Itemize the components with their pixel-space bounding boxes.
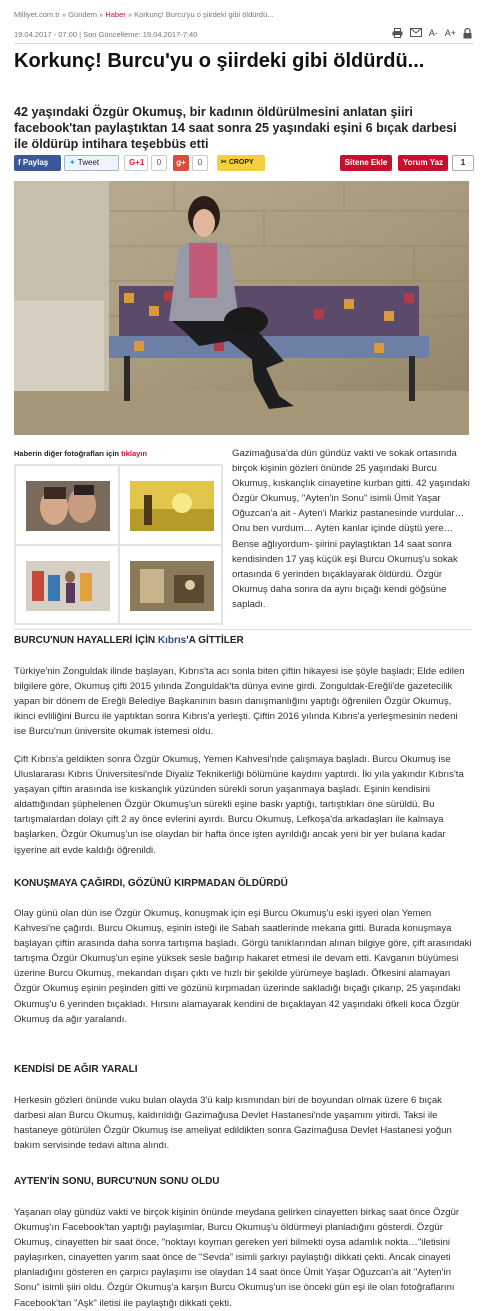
paragraph: Çift Kıbrıs'a geldikten sonra Özgür Okumuş, Yemen Kahvesi'nde çalışmaya başladı. Burcu Okumuş ise Uluslararası Kıbrıs Üniversitesi'nde Diyaliz Teknikerliği bölümüne kaydını yaptırdı. İki yıla yakındır Kıbrıs'ta yaşayan çiftin arasında ise kıskançlık yüzünden sürekli sorun yaşanmaya başladı. Eşinin kendisini aldattığından şüphelenen Özgür Okumuş'un sürekli eşine baskı yaptığı, tartıştıkları öne sürüldü. Bu tartışmalardan dolayı çift 2 ay önce evlerini ayırdı. Burcu Okumuş, Lefkoşa'da arkadaşları ile kalmaya başlarken, Özgür Okumuş'un ise olaydan bir hafta önce işten ayrıldığı ancak yeni bir yer bulana kadar işyerine ait evde kaldığı öğrenildi.: [14, 754, 464, 856]
section-heading-konusmaya: KONUŞMAYA ÇAĞIRDI, GÖZÜNÜ KIRPMADAN ÖLDÜRDÜ: [14, 878, 288, 889]
article-title: Korkunç! Burcu'yu o şiirdeki gibi öldürdü...: [14, 50, 425, 72]
write-comment-button[interactable]: Yorum Yaz: [398, 155, 448, 171]
cropy-button[interactable]: ✂ CROPY: [217, 155, 265, 171]
breadcrumb-site[interactable]: Milliyet.com.tr: [14, 10, 60, 19]
section-divider: [14, 629, 472, 630]
facebook-icon: f: [18, 158, 23, 167]
crop-icon: ✂: [221, 159, 229, 166]
breadcrumb-subsection[interactable]: Haber: [105, 10, 126, 19]
gallery-thumb-couple[interactable]: [15, 465, 119, 545]
lead-paragraph: Gazimağusa'da dün gündüz vakti ve sokak ortasında birçok kişinin gözleri önünde 25 yaşındaki Burcu Okumuş, kıskançlık cinayetine kurban gitti. 42 yaşındaki Özgür Okumuş, "Ayten'in Sonu" isimli Ümit Yaşar Oğuzcan'a ait - Ayten'i Markiz pastanesinde vurdular… Onu ben vurdum… Ayten kanlar içinde düştü yere… Bense ağlıyordum- şiirini paylaştıktan 14 saat sonra kendisinden 17 yaş küçük eşi Burcu Okumuş'u sokak ortasında 6 yerinden bıçaklayarak öldürdü. Özgür Okumuş daha sonra da aynı bıçağı kendi göğsüne sapladı.: [232, 448, 470, 610]
breadcrumb: Milliyet.com.tr » Gündem » Haber » Korkunç! Burcu'yu o şiirdeki gibi öldürdü...: [14, 10, 274, 19]
gallery-heading: Haberin diğer fotoğrafları için tıklayın: [14, 449, 147, 458]
paragraph: Yaşanan olay gündüz vakti ve birçok kişinin önünde meydana gelirken cinayetten birkaç saat önce Özgür Okumuş'ın Facebook'tan yaptığı paylaşımlar, Burcu Okumuş'u öldürmeyi planladığını gösterdi. Özgür Okumuş, cinayetten bir saat önce, "noktayı koyman gereken yeri bilmekti oysa adamlık nokta…"iletisini paylaşırken, cinayetten yarım saat önce de "Sevda" isimli şarkıyı paylaştığı dikkati çekti. Ancak cinayeti planladığını gösteren en çarpıcı paylaşımı ise olaydan 14 saat önce Ümit Yaşar Oğuzcan'a ait "Ayten'in Sonu" isimli şiiri oldu. Özgür Okumuş'a karşın Burcu Okumuş'un ise önceki gün eşi ile olan fotoğraflarını Facebook'tan "Aşk" iletisi ile paylaştığı dikkati çekti.: [14, 1207, 460, 1309]
breadcrumb-current: Korkunç! Burcu'yu o şiirdeki gibi öldürdü...: [134, 10, 274, 19]
print-icon[interactable]: [392, 28, 403, 41]
gplus-one-button[interactable]: G+1: [124, 155, 148, 171]
gallery-link[interactable]: tıklayın: [121, 449, 147, 458]
share-bar: [14, 155, 474, 173]
paragraph: Herkesin gözleri önünde vuku bulan olayda 3'ü kalp kısmından biri de boyundan olmak üzere 6 bıçak darbesi alan Burcu Okumuş, kaldırıldığı Gazimağusa Devlet Hastanesi'nde yaşamını yitirdi. Taksi ile hastaneye götürülen Özgür Okumuş ise ameliyat edildikten sonra Gazimağusa Devlet Hastanesi yoğun bakım servisinde tedavi altına alındı.: [14, 1095, 452, 1152]
article-tools: [392, 28, 472, 41]
gallery-thumb-street[interactable]: [15, 545, 119, 625]
gallery-thumbnails: [14, 464, 222, 624]
kibris-link[interactable]: Kıbrıs: [157, 635, 187, 646]
main-photo[interactable]: [14, 181, 469, 435]
section-heading-ayten: AYTEN'İN SONU, BURCU'NUN SONU OLDU: [14, 1176, 220, 1187]
twitter-bird-icon: ✦: [69, 158, 78, 167]
gallery-thumb-interior[interactable]: [119, 545, 223, 625]
publish-date: 19.04.2017 - 07:00: [14, 30, 77, 39]
gplus-share-button[interactable]: g+: [173, 155, 189, 171]
section-heading-yarali: KENDİSİ DE AĞIR YARALI: [14, 1064, 138, 1075]
add-to-site-button[interactable]: Sitene Ekle: [340, 155, 392, 171]
font-decrease-button[interactable]: A-: [428, 28, 438, 38]
gplus-one-count: 0: [151, 155, 167, 171]
gplus-share-count: 0: [192, 155, 208, 171]
breadcrumb-section[interactable]: Gündem: [68, 10, 97, 19]
article-subtitle: 42 yaşındaki Özgür Okumuş, bir kadının öldürülmesini anlatan şiiri facebook'tan paylaştıktan 14 saat sonra 25 yaşındaki eşini 6 bıçak darbesi ile öldürüp intihara teşebbüs etti: [14, 105, 457, 151]
gallery-thumb-sunset[interactable]: [119, 465, 223, 545]
paragraph: Türkiye'nin Zonguldak ilinde başlayan, Kıbrıs'ta acı sonla biten çiftin hikayesi ise şöyle başladı; Elde edilen bilgilere göre, Okumuş çifti 2015 yılında Zonguldak'ta dünya evine girdi. Zonguldak-Ereğli'de gazetecilik yapan bir dönem de Ereğli Belediye Başkanının basın danışmanlığını yaptığı öğrenilen Özgür Okumuş, ikinci evliliğini Burcu ile yaptıktan sonra Kıbrıs'a yerleşti. Çiftin 2016 yılında Kıbrıs'a yerleşmesinin nedeni ise Burcu'nun üniversite okumak istemesi oldu.: [14, 666, 465, 738]
font-increase-button[interactable]: A+: [444, 28, 456, 38]
paragraph: Olay günü olan dün ise Özgür Okumuş, konuşmak için eşi Burcu Okumuş'u eski işyeri olan Yemen Kahvesi'ne çağırdı. Burcu Okumuş, eşinin isteği ile Sabah saatlerinde mekana gitti. Burada konuşmaya başlayan çiftin arasında daha sonra tartışma başladı. Görgü tanıklarından alınan bilgiye göre, çift arasındaki tartışma Özgür Okumuş'un eşine yüksek sesle bağırıp hakaret etmesi ile devam etti. Kavganın büyümesi üzerine Burcu Okumuş, mekandan dışarı çıktı ve hızlı bir şekilde yürümeye başladı. Öfkesini alamayan Özgür Okumuş eşinin peşinden gitti ve gözünü kırpmadan üzerinde sakladığı bıçağı çıkarıp, 25 yaşındaki Okumuş'u 6 yerinden bıçakladı. Hırsını alamayarak kendini de bıçaklayan 42 yaşındaki öfkeli koca Özgür Okumuş da ağır yaralandı.: [14, 908, 472, 1025]
update-date: Son Güncelleme: 19.04.2017-7:40: [83, 30, 198, 39]
email-icon[interactable]: [410, 28, 422, 41]
twitter-tweet-button[interactable]: ✦ Tweet: [64, 155, 119, 171]
lock-icon[interactable]: [463, 28, 472, 41]
article-meta: 19.04.2017 - 07:00 | Son Güncelleme: 19.04.2017-7:40 A- A+: [14, 30, 474, 44]
section-heading-kibris: BURCU'NUN HAYALLERİ İÇİN Kıbrıs'A GİTTİLER: [14, 635, 244, 646]
facebook-share-button[interactable]: f Paylaş: [14, 155, 61, 171]
comment-count-badge[interactable]: 1: [452, 155, 474, 171]
